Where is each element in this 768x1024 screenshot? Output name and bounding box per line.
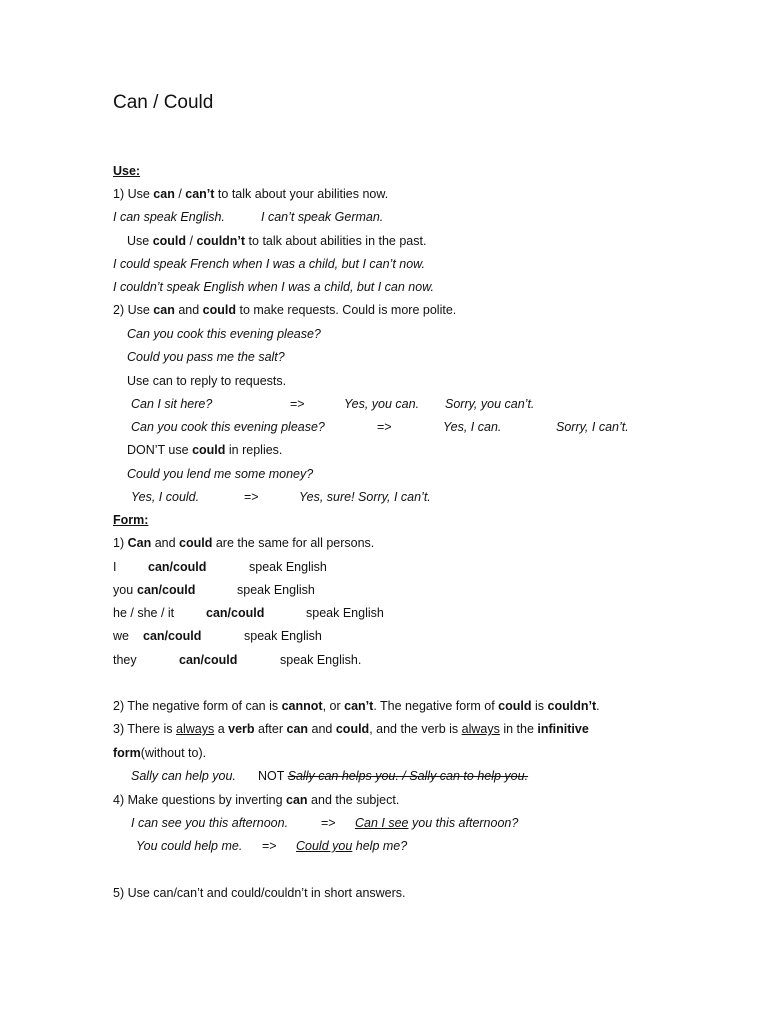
form-point-2: 2) The negative form of can is cannot, or can’t. The negative form of could is couldn’t. — [113, 699, 600, 713]
table-row-verb: can/could — [143, 629, 202, 643]
table-row-pronoun: they — [113, 653, 137, 667]
table-row-rest: speak English — [237, 583, 315, 597]
reply-row-3-yes: Yes, sure! Sorry, I can’t. — [299, 490, 431, 504]
use-point-2c: DON’T use could in replies. — [127, 443, 283, 457]
example-can-speak: I can speak English. — [113, 210, 225, 224]
reply-row-2-no: Sorry, I can’t. — [556, 420, 629, 434]
table-row-verb: can/could — [179, 653, 238, 667]
use-point-2: 2) Use can and could to make requests. Could is more polite. — [113, 303, 457, 317]
reply-row-3-question: Yes, I could. — [131, 490, 200, 504]
example-help-statement: You could help me. — [136, 839, 243, 853]
table-row-verb: can/could — [137, 583, 196, 597]
example-salt-request: Could you pass me the salt? — [127, 350, 285, 364]
example-sally-incorrect: NOT Sally can helps you. / Sally can to help you. — [258, 769, 529, 783]
table-row-pronoun: I — [113, 560, 117, 574]
form-point-4: 4) Make questions by inverting can and the subject. — [113, 793, 400, 807]
reply-row-2-arrow: => — [377, 420, 392, 434]
form-point-3b: form(without to). — [113, 746, 207, 760]
form-point-3: 3) There is always a verb after can and could, and the verb is always in the infinitive — [113, 722, 589, 736]
reply-row-2-yes: Yes, I can. — [443, 420, 502, 434]
reply-row-1-question: Can I sit here? — [131, 397, 213, 411]
reply-row-2-question: Can you cook this evening please? — [131, 420, 325, 434]
table-row-rest: speak English — [249, 560, 327, 574]
use-heading: Use: — [113, 164, 141, 178]
use-point-2b: Use can to reply to requests. — [127, 374, 287, 388]
example-see-question: Can I see you this afternoon? — [355, 816, 519, 830]
use-point-1b: Use could / couldn’t to talk about abilities in the past. — [127, 234, 427, 248]
reply-row-1-no: Sorry, you can’t. — [445, 397, 535, 411]
table-row-pronoun: you — [113, 583, 134, 597]
example-lend-money: Could you lend me some money? — [127, 467, 314, 481]
example-cook-request: Can you cook this evening please? — [127, 327, 321, 341]
example-see-arrow: => — [321, 816, 336, 830]
table-row-rest: speak English — [306, 606, 384, 620]
form-point-1: 1) Can and could are the same for all persons. — [113, 536, 375, 550]
use-point-1: 1) Use can / can’t to talk about your abilities now. — [113, 187, 389, 201]
table-row-rest: speak English — [244, 629, 322, 643]
page-title: Can / Could — [113, 92, 214, 113]
table-row-verb: can/could — [206, 606, 265, 620]
table-row-pronoun: he / she / it — [113, 606, 175, 620]
example-help-question: Could you help me? — [296, 839, 408, 853]
form-heading: Form: — [113, 513, 149, 527]
table-row-rest: speak English. — [280, 653, 362, 667]
example-cant-speak: I can’t speak German. — [261, 210, 384, 224]
example-see-statement: I can see you this afternoon. — [131, 816, 289, 830]
reply-row-1-arrow: => — [290, 397, 305, 411]
reply-row-3-arrow: => — [244, 490, 259, 504]
example-couldnt-speak: I couldn’t speak English when I was a child, but I can now. — [113, 280, 435, 294]
reply-row-1-yes: Yes, you can. — [344, 397, 420, 411]
example-sally-correct: Sally can help you. — [131, 769, 236, 783]
table-row-pronoun: we — [113, 629, 129, 643]
example-could-speak: I could speak French when I was a child, but I can’t now. — [113, 257, 425, 271]
example-help-arrow: => — [262, 839, 277, 853]
table-row-verb: can/could — [148, 560, 207, 574]
form-point-5: 5) Use can/can’t and could/couldn’t in short answers. — [113, 886, 406, 900]
